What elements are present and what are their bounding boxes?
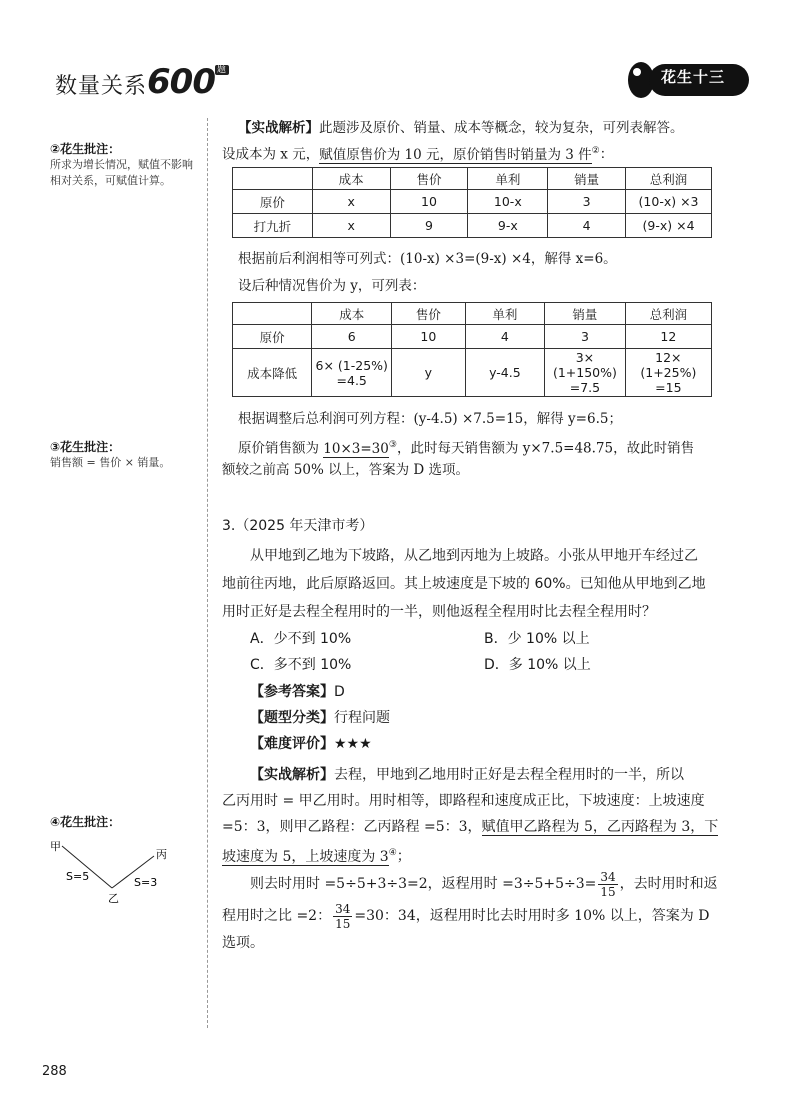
equation-2: 根据调整后总利润可列方程：(y-4.5) ×7.5=15，解得 y=6.5； <box>238 411 622 427</box>
table-price-volume: 成本 售价 单利 销量 总利润 原价 x 10 10-x 3 (10-x) ×3 打九折 x 9 9-x 4 (9-x) ×4 <box>232 167 712 238</box>
analysis2-l2: 乙丙用时 = 甲乙用时。用时相等，即路程和速度成正比，下坡速度：上坡速度 <box>222 793 705 809</box>
sales-line-1: 原价销售额为 10×3=30③，此时每天销售额为 y×7.5=48.75，故此时销售 <box>238 440 695 457</box>
option-b: B．少 10% 以上 <box>484 631 590 647</box>
reference-answer: 【参考答案】D <box>250 684 345 700</box>
sales-line-2: 额较之前高 50% 以上，答案为 D 选项。 <box>222 462 469 478</box>
table-row: 原价 x 10 10-x 3 (10-x) ×3 <box>233 190 712 214</box>
analysis1-assumption: 设成本为 x 元，赋值原售价为 10 元，原价销售时销量为 3 件②： <box>222 146 614 163</box>
set-y: 设后种情况售价为 y，可列表： <box>238 278 426 294</box>
analysis2-l4: 坡速度为 5，上坡速度为 3④； <box>222 848 411 865</box>
option-c: C．多不到 10% <box>250 657 352 673</box>
label-s3: S=3 <box>134 876 158 889</box>
option-d: D．多 10% 以上 <box>484 657 591 673</box>
label-s5: S=5 <box>66 870 90 883</box>
table-row: 成本降低 6× (1-25%) =4.5 y y-4.5 3× (1+150%) =7.5 12× (1+25%) =15 <box>233 349 712 397</box>
table-row: 原价 6 10 4 3 12 <box>233 325 712 349</box>
margin-divider <box>207 118 208 1028</box>
question-stem: 从甲地到乙地为下坡路，从乙地到丙地为上坡路。小张从甲地开车经过乙 地前往丙地，此后原路返回。其上坡速度是下坡的 60%。已知他从甲地到乙地 用时正好是去程全程用时的一半，则他返程全程用时比去程全程用时？ <box>222 548 706 620</box>
slope-diagram <box>50 836 190 906</box>
analysis2-l6: 程用时之比 =2： $\frac{34}{15}$ =30：34，返程用时比去时用时多 10% 以上，答案为 D <box>222 901 710 931</box>
side-note-4: ④花生批注： 甲 丙 乙 S=5 S=3 <box>50 813 200 906</box>
fraction-34-15-b: $\frac{34}{15}$ <box>335 901 351 931</box>
fraction-34-15: $\frac{34}{15}$ <box>600 869 616 899</box>
analysis1-intro: 【实战解析】此题涉及原价、销量、成本等概念，较为复杂，可列表解答。 <box>238 120 684 136</box>
analysis2-l7: 选项。 <box>222 935 264 951</box>
equation-1: 根据前后利润相等可列式：(10-x) ×3=(9-x) ×4，解得 x=6。 <box>238 251 617 267</box>
brand-logo <box>625 58 753 100</box>
label-jia: 甲 <box>50 840 61 853</box>
analysis2-l3: =5：3，则甲乙路程：乙丙路程 =5：3，赋值甲乙路程为 5，乙丙路程为 3，下 <box>222 819 719 835</box>
label-bing: 丙 <box>156 848 167 861</box>
table-row: 打九折 x 9 9-x 4 (9-x) ×4 <box>233 214 712 238</box>
option-a: A．少不到 10% <box>250 631 352 647</box>
label-yi: 乙 <box>108 892 119 905</box>
page-number: 288 <box>42 1064 67 1079</box>
question-number: 3.（2025 年天津市考） <box>222 518 374 534</box>
analysis2-l1: 【实战解析】去程，甲地到乙地用时正好是去程全程用时的一半，所以 <box>250 767 684 783</box>
book-title: 数量关系600 $^题$ <box>55 62 228 102</box>
logo-text: 花生十三 <box>661 68 726 86</box>
difficulty-rating: 【难度评价】★★★ <box>250 736 372 752</box>
analysis2-l5: 则去时用时 =5÷5+3÷3=2，返程用时 =3÷5+5÷3= $\frac{34}{15}$ ，去时用时和返 <box>250 869 718 899</box>
question-type: 【题型分类】行程问题 <box>250 710 390 726</box>
side-note-2: ②花生批注： 所求为增长情况，赋值不影响相对关系，可赋值计算。 <box>50 142 193 187</box>
side-note-3: ③花生批注： 销售额 = 售价 × 销量。 <box>50 440 171 469</box>
table-cost-reduction: 成本 售价 单利 销量 总利润 原价 6 10 4 3 12 成本降低 6× (1-25%) =4.5 y y-4.5 3× (1+150%) =7.5 12× (1+25%) =15 <box>232 302 712 397</box>
